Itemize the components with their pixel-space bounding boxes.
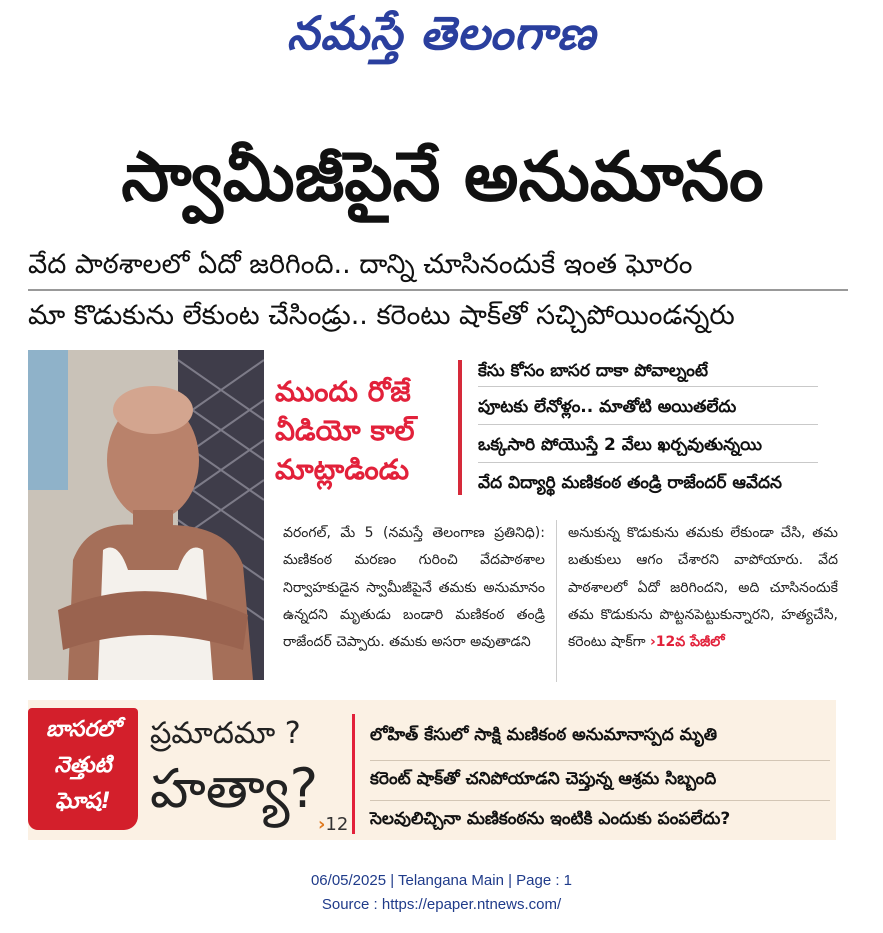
point-divider xyxy=(478,462,818,463)
father-photo xyxy=(28,350,264,680)
body-column-right xyxy=(568,520,838,656)
bottom-point-divider xyxy=(370,760,830,761)
point-4: వేద విద్యార్థి మణికంఠ తండ్రి రాజేందర్ ఆవేదన xyxy=(478,473,782,493)
badge-line-1: బాసరలో xyxy=(45,717,121,742)
subheadline-1: వేద పాఠశాలలో ఏదో జరిగింది.. దాన్ని చూసినందుకే ఇంత ఘోరం xyxy=(28,249,693,280)
page-jump[interactable] xyxy=(318,814,348,835)
bottom-point-2: కరెంట్ షాక్‌తో చనిపోయాడని చెప్తున్న ఆశ్రమ సిబ్బంది xyxy=(370,769,717,789)
divider xyxy=(28,289,848,291)
point-3: ఒక్కసారి పోయొస్తే 2 వేలు ఖర్చవుతున్నయి xyxy=(478,435,763,455)
headline: స్వామీజీపైనే అనుమానం xyxy=(121,138,764,217)
continued-link[interactable]: ›12వ పేజీలో xyxy=(650,634,725,651)
footer-date-edition: 06/05/2025 | Telangana Main | Page : 1 xyxy=(310,872,573,889)
kicker-line-3: మాట్లాడిండు xyxy=(275,453,410,486)
bottom-point-divider xyxy=(370,800,830,801)
body-right-text: అనుకున్న కొడుకును తమకు లేకుండా చేసి, తమ బతుకులు ఆగం చేశారని వాపోయారు. వేద పాఠశాలలో ఏదో జరిగిందని, అది చూసినందుకే తమ కొడుకును పొట్టనపెట్టుకున్నారని, హత్యచేసి, కరెంటు షాక్‌గా xyxy=(568,525,838,651)
bottom-point-3: సెలవులిచ్చినా మణికంఠను ఇంటికి ఎందుకు పంపలేదు? xyxy=(370,809,731,829)
badge-line-2: నెత్తుటి xyxy=(54,753,112,778)
question-murder: హత్యా? xyxy=(150,757,319,820)
kicker-line-1: ముందు రోజే xyxy=(275,375,411,408)
point-divider xyxy=(478,424,818,425)
portrait-illustration xyxy=(28,350,264,680)
column-divider xyxy=(556,520,557,682)
badge-line-3: ఘోష! xyxy=(55,789,111,814)
bottom-point-1: లోహిత్ కేసులో సాక్షి మణికంఠ అనుమానాస్పద మృతి xyxy=(370,725,718,745)
masthead-logo: నమస్తే తెలంగాణ xyxy=(286,6,597,60)
footer-source: Source : https://epaper.ntnews.com/ xyxy=(321,896,562,913)
jump-arrow-icon: › xyxy=(318,814,326,835)
kicker-line-2: వీడియో కాల్ xyxy=(275,414,415,447)
accent-bar xyxy=(352,714,355,834)
point-divider xyxy=(478,386,818,387)
question-accident: ప్రమాదమా ? xyxy=(150,716,301,751)
badge-text xyxy=(32,712,134,820)
subheadline-2: మా కొడుకును లేకుంట చేసిండ్రు.. కరెంటు షాక్‌తో సచ్చిపోయిండన్నరు xyxy=(28,300,735,331)
point-2: పూటకు లేనోళ్లం.. మాతోటి అయితలేదు xyxy=(478,397,737,417)
accent-bar xyxy=(458,360,462,495)
kicker-text xyxy=(275,372,455,492)
jump-page-number: 12 xyxy=(325,814,349,835)
body-column-left: వరంగల్, మే 5 (నమస్తే తెలంగాణ ప్రతినిధి): మణికంఠ మరణం గురించి వేదపాఠశాల నిర్వాహకుడైన స్వామీజీపైనే తమకు అనుమానం ఉన్నదని మృతుడు బండారి మణికంఠ తండ్రి రాజేందర్ చెప్పారు. తమకు అసరా అవుతాడని xyxy=(283,525,545,651)
point-1: కేసు కోసం బాసర దాకా పోవాల్నంటే xyxy=(478,361,708,381)
